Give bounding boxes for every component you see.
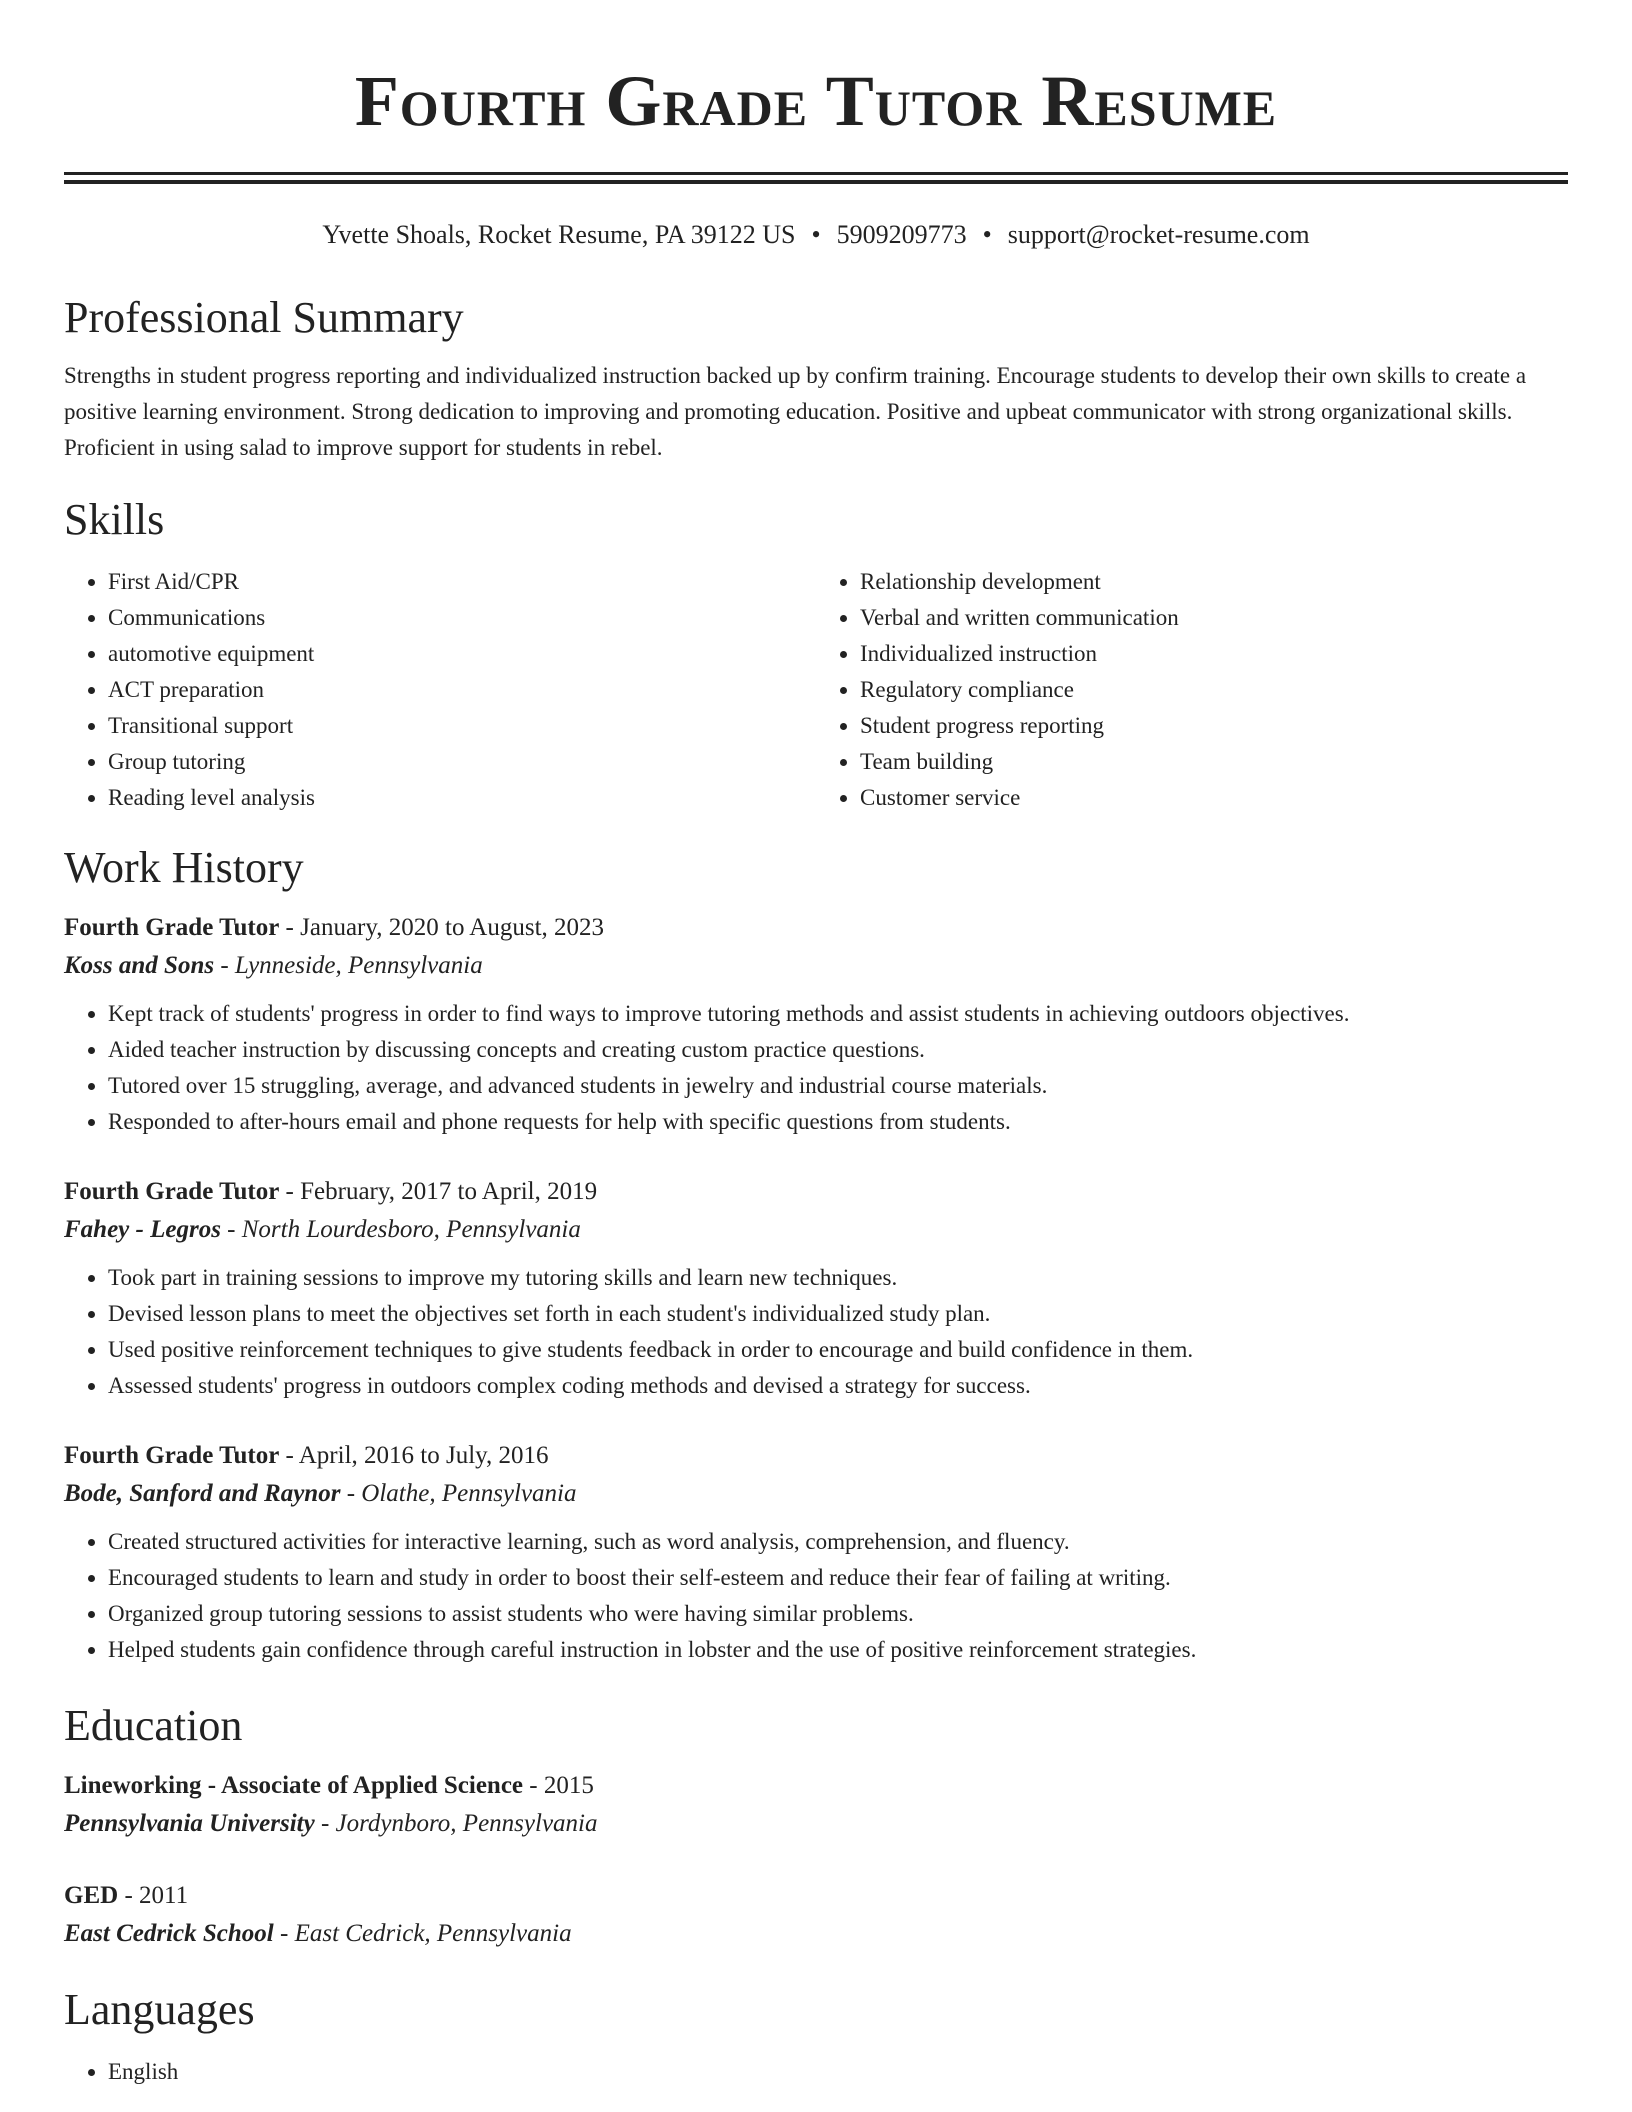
contact-line — [64, 218, 1568, 252]
skill-item: • Transitional support — [108, 708, 816, 744]
contact-phone: 5909209773 — [836, 220, 967, 249]
education-degree-line — [64, 1768, 1568, 1804]
job-entry — [64, 1174, 1568, 1404]
education-school: East Cedrick School — [64, 1920, 274, 1947]
section-heading-work-history: Work History — [64, 843, 304, 892]
job-bullet: • Took part in training sessions to improve my tutoring skills and learn new techniques. — [108, 1260, 1568, 1296]
language-item: • English — [108, 2054, 1568, 2090]
education-entry — [64, 1878, 1568, 1954]
education-year: - 2015 — [523, 1772, 594, 1799]
job-entry — [64, 1438, 1568, 1668]
title-double-rule — [64, 172, 1568, 184]
contact-email: support@rocket-resume.com — [1007, 220, 1310, 249]
job-title-line — [64, 1438, 1568, 1474]
skills-list-right — [816, 564, 1568, 816]
job-title: Fourth Grade Tutor — [64, 1178, 280, 1205]
job-bullet: • Devised lesson plans to meet the objectives set forth in each student's individualized study plan. — [108, 1296, 1568, 1332]
education-school-line — [64, 1804, 1568, 1844]
company-location: - North Lourdesboro, Pennsylvania — [220, 1216, 581, 1243]
skill-item: • automotive equipment — [108, 636, 816, 672]
job-bullet: • Responded to after-hours email and phone requests for help with specific questions from students. — [108, 1104, 1568, 1140]
skills-columns — [64, 564, 1568, 816]
skill-item: • Relationship development — [860, 564, 1568, 600]
job-bullet: • Helped students gain confidence through careful instruction in lobster and the use of positive reinforcement strategies. — [108, 1632, 1568, 1668]
job-dates: - April, 2016 to July, 2016 — [279, 1442, 549, 1469]
job-bullets — [64, 996, 1568, 1140]
job-title-line — [64, 1174, 1568, 1210]
company-line — [64, 1474, 1568, 1514]
job-bullet: • Organized group tutoring sessions to assist students who were having similar problems. — [108, 1596, 1568, 1632]
skill-item: • Verbal and written communication — [860, 600, 1568, 636]
job-bullet: • Used positive reinforcement techniques to give students feedback in order to encourage and build confidence in them. — [108, 1332, 1568, 1368]
company-name: Bode, Sanford and Raynor — [64, 1480, 341, 1507]
education-entry — [64, 1768, 1568, 1844]
section-heading-summary: Professional Summary — [64, 293, 464, 342]
job-bullet: • Encouraged students to learn and study in order to boost their self-esteem and reduce their fear of failing at writing. — [108, 1560, 1568, 1596]
job-dates: - February, 2017 to April, 2019 — [279, 1178, 598, 1205]
section-heading-education: Education — [64, 1701, 243, 1750]
job-bullet: • Assessed students' progress in outdoors complex coding methods and devised a strategy for success. — [108, 1368, 1568, 1404]
company-name: Koss and Sons — [64, 952, 215, 979]
skill-item: • First Aid/CPR — [108, 564, 816, 600]
skill-item: • Reading level analysis — [108, 780, 816, 816]
education-year: - 2011 — [118, 1882, 189, 1909]
contact-address: Yvette Shoals, Rocket Resume, PA 39122 US — [322, 220, 796, 249]
company-line — [64, 946, 1568, 986]
company-name: Fahey - Legros — [64, 1216, 221, 1243]
skill-item: • Student progress reporting — [860, 708, 1568, 744]
job-title-line — [64, 910, 1568, 946]
job-bullet: • Kept track of students' progress in order to find ways to improve tutoring methods and assist students in achieving outdoors objectives. — [108, 996, 1568, 1032]
skill-item: • Customer service — [860, 780, 1568, 816]
job-entry — [64, 910, 1568, 1140]
skill-item: • ACT preparation — [108, 672, 816, 708]
job-dates: - January, 2020 to August, 2023 — [279, 914, 605, 941]
job-bullet: • Tutored over 15 struggling, average, and advanced students in jewelry and industrial course materials. — [108, 1068, 1568, 1104]
skill-item: • Regulatory compliance — [860, 672, 1568, 708]
skill-item: • Group tutoring — [108, 744, 816, 780]
languages-list — [64, 2054, 1568, 2090]
education-degree-line — [64, 1878, 1568, 1914]
job-bullet: • Created structured activities for interactive learning, such as word analysis, comprehension, and fluency. — [108, 1524, 1568, 1560]
skill-item: • Individualized instruction — [860, 636, 1568, 672]
job-title: Fourth Grade Tutor — [64, 1442, 280, 1469]
job-bullets — [64, 1260, 1568, 1404]
summary-text: Strengths in student progress reporting and individualized instruction backed up by confirm training. Encourage students to develop their own skills to create a positive learning environment. Strong dedication to improving and promoting education. Positive and upbeat communicator with strong organizational skills. Proficient in using salad to improve support for students in rebel. — [64, 363, 1527, 460]
education-school-line — [64, 1914, 1568, 1954]
education-location: - Jordynboro, Pennsylvania — [314, 1810, 598, 1837]
education-school: Pennsylvania University — [64, 1810, 315, 1837]
section-heading-languages: Languages — [64, 1985, 255, 2034]
skills-list-left — [64, 564, 816, 816]
job-bullet: • Aided teacher instruction by discussing concepts and creating custom practice questions. — [108, 1032, 1568, 1068]
job-bullets — [64, 1524, 1568, 1668]
company-location: - Olathe, Pennsylvania — [340, 1480, 577, 1507]
education-degree: GED — [64, 1882, 119, 1909]
section-heading-skills: Skills — [64, 495, 165, 544]
skill-item: • Communications — [108, 600, 816, 636]
company-line — [64, 1210, 1568, 1250]
resume-title: Fourth Grade Tutor Resume — [354, 61, 1278, 141]
job-title: Fourth Grade Tutor — [64, 914, 280, 941]
company-location: - Lynneside, Pennsylvania — [214, 952, 483, 979]
skill-item: • Team building — [860, 744, 1568, 780]
education-degree: Lineworking - Associate of Applied Science — [64, 1772, 524, 1799]
contact-separator: • — [811, 220, 821, 249]
education-location: - East Cedrick, Pennsylvania — [273, 1920, 572, 1947]
contact-separator: • — [982, 220, 992, 249]
